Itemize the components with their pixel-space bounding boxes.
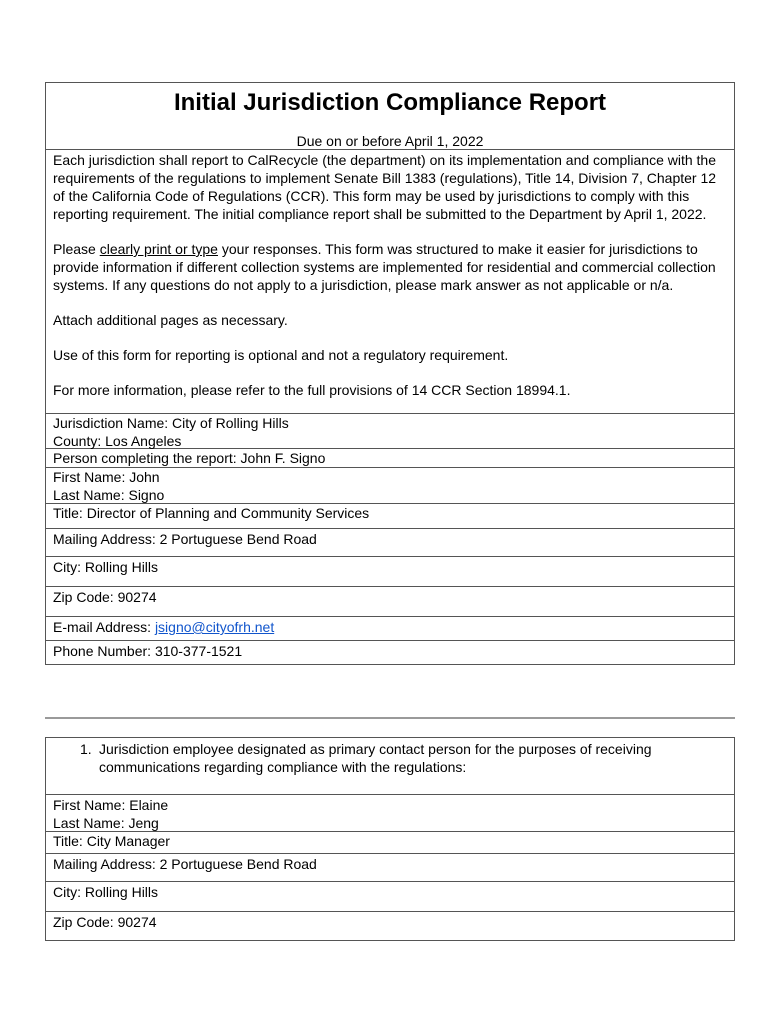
person-row	[46, 448, 734, 467]
last-name-field[interactable]: Last Name: Signo	[53, 487, 165, 503]
city-field[interactable]: City: Rolling Hills	[53, 559, 159, 575]
contact-city-field[interactable]: City: Rolling Hills	[53, 884, 159, 900]
title-field[interactable]: Title: Director of Planning and Community Services	[53, 505, 370, 521]
county-field[interactable]: County: Los Angeles	[53, 433, 182, 449]
jurisdiction-county-row	[46, 413, 734, 448]
phone-row	[46, 640, 734, 664]
intro-section	[46, 149, 734, 413]
email-link[interactable]: jsigno@cityofrh.net	[154, 619, 275, 635]
mailing-address-field[interactable]: Mailing Address: 2 Portuguese Bend Road	[53, 531, 317, 547]
email-field	[53, 618, 727, 636]
intro-paragraph-2	[53, 240, 727, 294]
question-1-text: Jurisdiction employee designated as primary contact person for the purposes of receiving communications regarding compliance with the regulations:	[99, 741, 652, 775]
report-form-box	[45, 82, 735, 665]
name-row	[46, 467, 734, 503]
contact-last-name-field[interactable]: Last Name: Jeng	[53, 815, 159, 831]
email-row	[46, 616, 734, 640]
first-name-field[interactable]: First Name: John	[53, 469, 160, 485]
page-title: Initial Jurisdiction Compliance Report	[173, 89, 607, 116]
city-row	[46, 556, 734, 586]
contact-title-row	[46, 831, 734, 853]
due-date: Due on or before April 1, 2022	[296, 133, 484, 149]
person-completing-field[interactable]: Person completing the report: John F. Signo	[53, 450, 326, 466]
intro-p2-pre: Please	[53, 241, 100, 257]
email-label: E-mail Address:	[53, 619, 155, 635]
question-1-number: 1.	[80, 741, 92, 757]
intro-paragraph-1: Each jurisdiction shall report to CalRecycle (the department) on its implementation and compliance with the requirements of the regulations to implement Senate Bill 1383 (regulations), Title 14, Division 7, Chapter 12 of the California Code of Regulations (CCR). This form may be used by jurisdictions to comply with this reporting requirement. The initial compliance report shall be submitted to the Department by April 1, 2022.	[53, 152, 717, 222]
question-1-box	[45, 737, 735, 941]
question-1-text-row	[46, 738, 734, 794]
jurisdiction-name-field[interactable]: Jurisdiction Name: City of Rolling Hills	[53, 415, 289, 431]
contact-zip-code-field[interactable]: Zip Code: 90274	[53, 914, 157, 930]
phone-number-field[interactable]: Phone Number: 310-377-1521	[53, 643, 243, 659]
zip-code-field[interactable]: Zip Code: 90274	[53, 589, 157, 605]
section-divider	[45, 717, 735, 719]
title-row	[46, 503, 734, 528]
contact-city-row	[46, 881, 734, 911]
intro-p2-post: your responses. This form was structured to make it easier for jurisdictions to provide information if different collection systems are implemented for residential and commercial collection systems. If any questions do not apply to a jurisdiction, please mark answer as not applicable or n/a.	[53, 241, 716, 293]
intro-paragraph-5: For more information, please refer to the full provisions of 14 CCR Section 18994.1.	[53, 382, 571, 398]
contact-name-row	[46, 794, 734, 831]
contact-mailing-address-field[interactable]: Mailing Address: 2 Portuguese Bend Road	[53, 856, 317, 872]
intro-paragraph-3: Attach additional pages as necessary.	[53, 312, 288, 328]
contact-mailing-row	[46, 853, 734, 881]
intro-paragraph-4: Use of this form for reporting is optional and not a regulatory requirement.	[53, 347, 509, 363]
contact-zip-row	[46, 911, 734, 940]
contact-first-name-field[interactable]: First Name: Elaine	[53, 797, 169, 813]
zip-row	[46, 586, 734, 616]
intro-p2-underline: clearly print or type	[99, 241, 218, 257]
contact-title-field[interactable]: Title: City Manager	[53, 833, 170, 849]
mailing-row	[46, 528, 734, 556]
